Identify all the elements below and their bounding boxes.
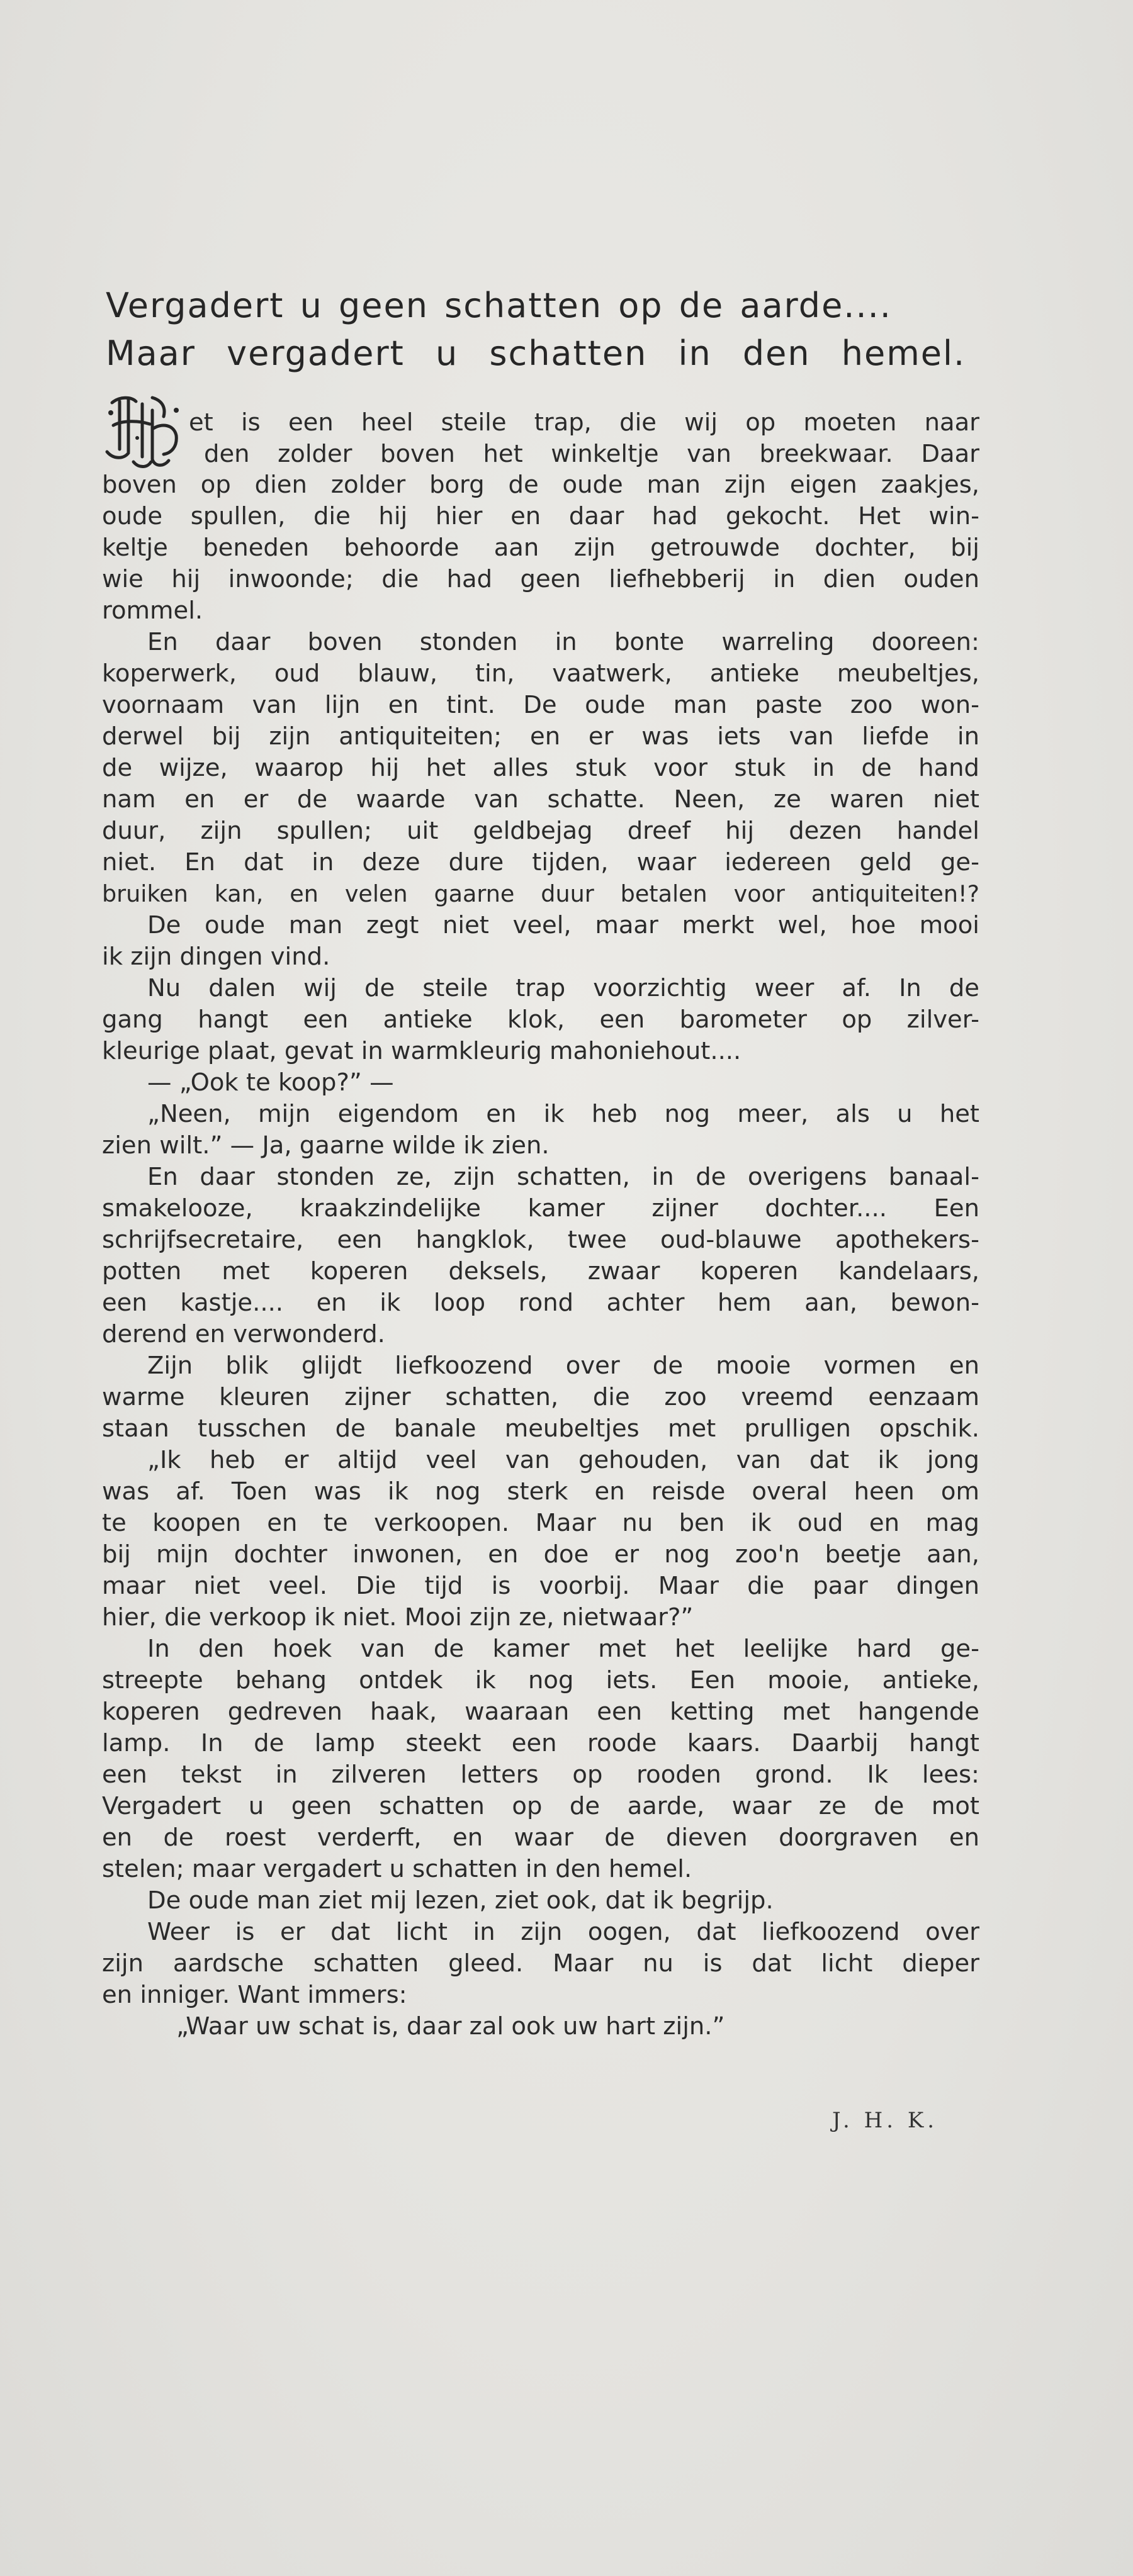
text-line-23: „Neen, mijn eigendom en ik heb nog meer, als u het	[147, 1100, 979, 1128]
text-line-18: ik zijn dingen vind.	[102, 943, 330, 971]
text-line-3: boven op dien zolder borg de oude man zijn eigen zaakjes,	[102, 471, 979, 499]
text-line-14: duur, zijn spullen; uit geldbejag dreef hij dezen handel	[102, 817, 979, 845]
text-line-4: oude spullen, die hij hier en daar had gekocht. Het win-	[102, 502, 979, 530]
text-line-28: potten met koperen deksels, zwaar koperen kandelaars,	[102, 1257, 979, 1285]
text-line-49: Weer is er dat licht in zijn oogen, dat liefkoozend over	[147, 1918, 979, 1946]
text-line-37: bij mijn dochter inwonen, en doe er nog zoo'n beetje aan,	[102, 1540, 979, 1569]
text-line-35: was af. Toen was ik nog sterk en reisde overal heen om	[102, 1477, 979, 1506]
text-line-13: nam en er de waarde van schatte. Neen, ze waren niet	[102, 785, 979, 814]
text-line-12: de wijze, waarop hij het alles stuk voor stuk in de hand	[102, 754, 979, 782]
text-line-17: De oude man zegt niet veel, maar merkt wel, hoe mooi	[147, 911, 979, 939]
text-line-50: zijn aardsche schatten gleed. Maar nu is dat licht dieper	[102, 1949, 979, 1978]
text-line-33: staan tusschen de banale meubeltjes met prulligen opschik.	[102, 1414, 979, 1443]
text-line-25: En daar stonden ze, zijn schatten, in de overigens banaal-	[147, 1163, 979, 1191]
article-title	[106, 282, 987, 378]
text-line-21: kleurige plaat, gevat in warmkleurig mahoniehout....	[102, 1037, 741, 1065]
text-line-45: Vergadert u geen schatten op de aarde, waar ze de mot	[102, 1792, 979, 1820]
text-line-10: voornaam van lijn en tint. De oude man paste zoo won-	[102, 691, 979, 719]
text-line-43: lamp. In de lamp steekt een roode kaars. Daarbij hangt	[102, 1729, 979, 1757]
text-line-40: In den hoek van de kamer met het leelijke hard ge-	[147, 1635, 979, 1663]
text-line-26: smakelooze, kraakzindelijke kamer zijner dochter.... Een	[102, 1194, 979, 1223]
text-line-31: Zijn blik glijdt liefkoozend over de mooie vormen en	[147, 1352, 979, 1380]
text-line-11: derwel bij zijn antiquiteiten; en er was iets van liefde in	[102, 722, 979, 751]
text-line-24: zien wilt.” — Ja, gaarne wilde ik zien.	[102, 1131, 550, 1160]
text-line-15: niet. En dat in deze dure tijden, waar iedereen geld ge-	[102, 848, 979, 876]
text-line-52: „Waar uw schat is, daar zal ook uw hart zijn.”	[176, 2012, 725, 2041]
text-line-41: streepte behang ontdek ik nog iets. Een mooie, antieke,	[102, 1666, 979, 1694]
text-line-51: en inniger. Want immers:	[102, 1981, 407, 2009]
text-line-8: En daar boven stonden in bonte warreling dooreen:	[147, 628, 979, 656]
text-line-9: koperwerk, oud blauw, tin, vaatwerk, antieke meubeltjes,	[102, 659, 979, 688]
text-line-42: koperen gedreven haak, waaraan een ketting met hangende	[102, 1698, 979, 1726]
author-signature: J. H. K.	[832, 2108, 939, 2133]
title-line-2: Maar vergadert u schatten in den hemel.	[106, 333, 966, 373]
text-line-7: rommel.	[102, 596, 203, 625]
text-line-38: maar niet veel. Die tijd is voorbij. Maar die paar dingen	[102, 1572, 979, 1600]
text-line-27: schrijfsecretaire, een hangklok, twee oud-blauwe apothekers-	[102, 1226, 979, 1254]
text-line-16: bruiken kan, en velen gaarne duur betalen voor antiquiteiten!?	[102, 880, 979, 907]
dropcap-h-ornament	[101, 391, 189, 472]
text-line-20: gang hangt een antieke klok, een barometer op zilver-	[102, 1005, 979, 1034]
text-line-19: Nu dalen wij de steile trap voorzichtig weer af. In de	[147, 974, 979, 1002]
text-line-1: et is een heel steile trap, die wij op moeten naar	[189, 408, 979, 437]
text-line-30: derend en verwonderd.	[102, 1320, 385, 1348]
text-line-6: wie hij inwoonde; die had geen liefhebberij in dien ouden	[102, 565, 979, 593]
text-line-36: te koopen en te verkoopen. Maar nu ben ik oud en mag	[102, 1509, 979, 1537]
text-line-47: stelen; maar vergadert u schatten in den hemel.	[102, 1855, 692, 1883]
text-line-29: een kastje.... en ik loop rond achter hem aan, bewon-	[102, 1289, 979, 1317]
text-line-5: keltje beneden behoorde aan zijn getrouwde dochter, bij	[102, 534, 979, 562]
text-line-32: warme kleuren zijner schatten, die zoo vreemd eenzaam	[102, 1383, 979, 1411]
text-line-22: — „Ook te koop?” —	[147, 1068, 394, 1097]
text-line-46: en de roest verderft, en waar de dieven doorgraven en	[102, 1823, 979, 1852]
text-line-34: „Ik heb er altijd veel van gehouden, van dat ik jong	[147, 1446, 979, 1474]
text-line-39: hier, die verkoop ik niet. Mooi zijn ze, nietwaar?”	[102, 1603, 694, 1632]
text-line-48: De oude man ziet mij lezen, ziet ook, dat ik begrijp.	[147, 1886, 774, 1915]
text-line-2: den zolder boven het winkeltje van breekwaar. Daar	[204, 440, 979, 468]
text-line-44: een tekst in zilveren letters op rooden grond. Ik lees:	[102, 1761, 979, 1789]
title-line-1: Vergadert u geen schatten op de aarde....	[106, 286, 892, 325]
